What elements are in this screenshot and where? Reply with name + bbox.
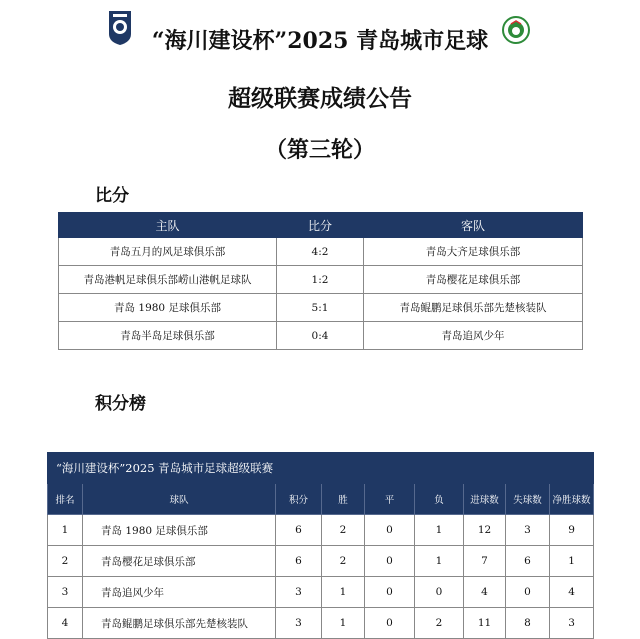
column-header-draws: 平: [365, 484, 415, 515]
match-score: 5:1: [277, 294, 364, 322]
standings-caption: “海川建设杯”2025 青岛城市足球超级联赛: [48, 453, 594, 484]
match-row: [59, 266, 583, 294]
column-header-points: 积分: [276, 484, 322, 515]
column-header-away: 客队: [364, 213, 583, 238]
title-line-1: “海川建设杯”2025 青岛城市足球: [151, 28, 489, 54]
draws: 0: [365, 577, 415, 608]
column-header-team: 球队: [83, 484, 276, 515]
away-team: 青岛大齐足球俱乐部: [364, 238, 583, 266]
column-header-home: 主队: [59, 213, 277, 238]
scores-table: [58, 212, 583, 350]
goals-against: 0: [506, 577, 550, 608]
match-row: [59, 322, 583, 350]
column-header-score: 比分: [277, 213, 364, 238]
scores-section-title: 比分: [95, 186, 129, 206]
match-score: 0:4: [277, 322, 364, 350]
team-name: 青岛樱花足球俱乐部: [83, 546, 276, 577]
home-team: 青岛五月的风足球俱乐部: [59, 238, 277, 266]
points: 3: [276, 608, 322, 639]
wins: 2: [322, 515, 365, 546]
team-name: 青岛 1980 足球俱乐部: [83, 515, 276, 546]
title-line-2: 超级联赛成绩公告: [228, 85, 412, 112]
points: 6: [276, 515, 322, 546]
home-team: 青岛半岛足球俱乐部: [59, 322, 277, 350]
goals-against: 6: [506, 546, 550, 577]
match-row: [59, 294, 583, 322]
away-team: 青岛樱花足球俱乐部: [364, 266, 583, 294]
points: 3: [276, 577, 322, 608]
standings-row: [48, 608, 594, 639]
draws: 0: [365, 608, 415, 639]
away-team: 青岛追风少年: [364, 322, 583, 350]
rank: 2: [48, 546, 83, 577]
losses: 0: [415, 577, 464, 608]
home-team: 青岛 1980 足球俱乐部: [59, 294, 277, 322]
goal-difference: 9: [550, 515, 594, 546]
goals-for: 4: [464, 577, 506, 608]
losses: 2: [415, 608, 464, 639]
wins: 1: [322, 608, 365, 639]
losses: 1: [415, 515, 464, 546]
losses: 1: [415, 546, 464, 577]
column-header-rank: 排名: [48, 484, 83, 515]
wins: 2: [322, 546, 365, 577]
home-team: 青岛港帆足球俱乐部崂山港帆足球队: [59, 266, 277, 294]
column-header-goal-difference: 净胜球数: [550, 484, 594, 515]
standings-row: [48, 546, 594, 577]
scores-header-row: [59, 213, 583, 238]
column-header-goals-against: 失球数: [506, 484, 550, 515]
goals-for: 7: [464, 546, 506, 577]
match-score: 4:2: [277, 238, 364, 266]
points: 6: [276, 546, 322, 577]
standings-section-title: 积分榜: [95, 394, 146, 414]
goals-against: 3: [506, 515, 550, 546]
goal-difference: 4: [550, 577, 594, 608]
away-team: 青岛鲲鹏足球俱乐部先楚核装队: [364, 294, 583, 322]
match-score: 1:2: [277, 266, 364, 294]
goals-for: 12: [464, 515, 506, 546]
standings-table: [47, 452, 594, 639]
draws: 0: [365, 546, 415, 577]
column-header-goals-for: 进球数: [464, 484, 506, 515]
rank: 3: [48, 577, 83, 608]
goals-against: 8: [506, 608, 550, 639]
goal-difference: 3: [550, 608, 594, 639]
team-name: 青岛鲲鹏足球俱乐部先楚核装队: [83, 608, 276, 639]
standings-row: [48, 515, 594, 546]
column-header-losses: 负: [415, 484, 464, 515]
match-row: [59, 238, 583, 266]
round-label: （第三轮）: [264, 137, 375, 163]
wins: 1: [322, 577, 365, 608]
rank: 4: [48, 608, 83, 639]
goals-for: 11: [464, 608, 506, 639]
standings-header-row: [48, 484, 594, 515]
goal-difference: 1: [550, 546, 594, 577]
draws: 0: [365, 515, 415, 546]
column-header-wins: 胜: [322, 484, 365, 515]
team-name: 青岛追风少年: [83, 577, 276, 608]
standings-row: [48, 577, 594, 608]
rank: 1: [48, 515, 83, 546]
standings-caption-row: [48, 453, 594, 484]
